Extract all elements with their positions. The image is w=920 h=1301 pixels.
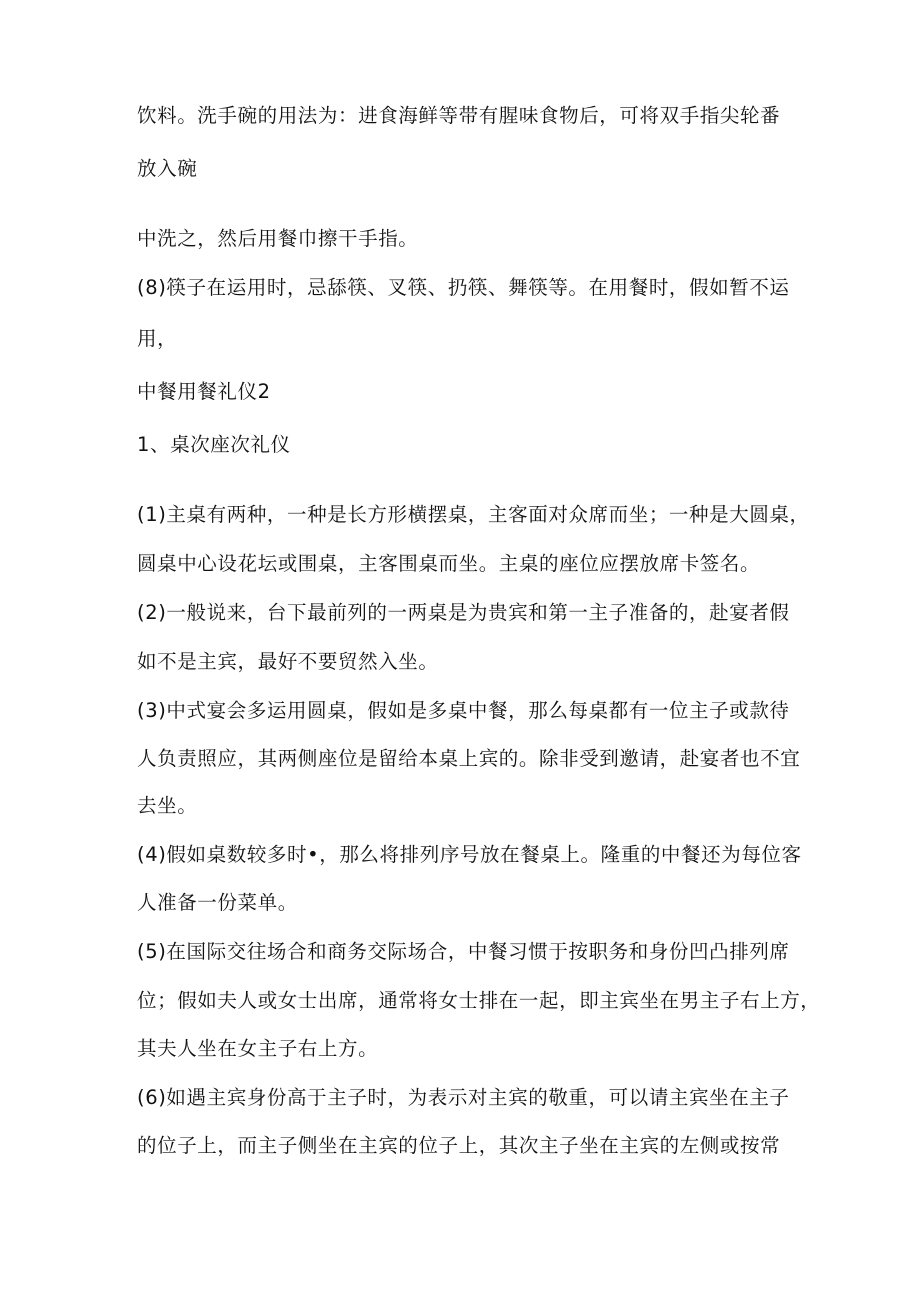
text-line: 其夫人坐在女主子右上方。 bbox=[137, 1037, 379, 1060]
text-line: 人负责照应，其两侧座位是留给本桌上宾的。除非受到邀请，赴宴者也不宜 bbox=[137, 747, 801, 770]
text-line: (8)筷子在运用时，忌舔筷、叉筷、扔筷、舞筷等。在用餐时，假如暂不运 bbox=[137, 276, 790, 299]
text-line: (1)主桌有两种，一种是长方形横摆桌，主客面对众席而坐；一种是大圆桌， bbox=[137, 503, 810, 526]
text-line: (2)一般说来，台下最前列的一两桌是为贵宾和第一主子准备的，赴宴者假 bbox=[137, 601, 790, 624]
text-line: 的位子上，而主子侧坐在主宾的位子上，其次主子坐在主宾的左侧或按常 bbox=[137, 1134, 781, 1157]
text-line: (5)在国际交往场合和商务交际场合，中餐习惯于按职务和身份凹凸排列席 bbox=[137, 940, 790, 963]
text-line: 位；假如夫人或女士出席，通常将女士排在一起，即主宾坐在男主子右上方， bbox=[137, 989, 821, 1012]
text-line: 如不是主宾，最好不要贸然入坐。 bbox=[137, 650, 439, 673]
text-line: 人准备一份菜单。 bbox=[137, 891, 298, 914]
text-line: 圆桌中心设花坛或围桌，主客围桌而坐。主桌的座位应摆放席卡签名。 bbox=[137, 552, 761, 575]
text-line: 用， bbox=[137, 327, 178, 350]
text-line: 饮料。洗手碗的用法为：进食海鲜等带有腥味食物后，可将双手指尖轮番 bbox=[137, 104, 781, 127]
text-line: 中洗之，然后用餐巾擦干手指。 bbox=[137, 227, 419, 250]
text-line: (4)假如桌数较多时•，那么将排列序号放在餐桌上。隆重的中餐还为每位客 bbox=[137, 843, 802, 866]
text-line: (6)如遇主宾身份高于主子时，为表示对主宾的敬重，可以请主宾坐在主子 bbox=[137, 1086, 790, 1109]
text-line: (3)中式宴会多运用圆桌，假如是多桌中餐，那么每桌都有一位主子或款待 bbox=[137, 699, 790, 722]
text-line: 放入碗 bbox=[137, 157, 198, 180]
text-line: 去坐。 bbox=[137, 794, 198, 817]
section-heading: 中餐用餐礼仪2 bbox=[137, 380, 271, 403]
subsection-heading: 1、桌次座次礼仪 bbox=[137, 433, 291, 456]
